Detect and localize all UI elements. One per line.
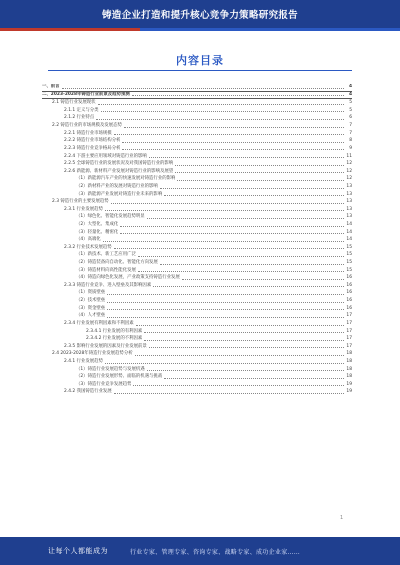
toc-entry-page: 13 bbox=[346, 191, 352, 197]
toc-entry-label: 2.2.3 铸造行业竞争格局分析 bbox=[64, 145, 121, 151]
toc-leader-dots bbox=[160, 264, 344, 265]
toc-entry-label: 2.2 铸造行业的市场规模及发展态势 bbox=[52, 123, 122, 129]
toc-entry[interactable] bbox=[42, 320, 352, 328]
toc-entry-page: 18 bbox=[346, 366, 352, 372]
toc-entry-page: 17 bbox=[346, 328, 352, 334]
toc-entry-page: 17 bbox=[346, 320, 352, 326]
toc-leader-dots bbox=[96, 119, 344, 120]
toc-entry-page: 12 bbox=[346, 161, 352, 167]
toc-leader-dots bbox=[144, 332, 344, 333]
toc-entry[interactable] bbox=[42, 251, 352, 259]
toc-entry[interactable] bbox=[42, 305, 352, 313]
toc-leader-dots bbox=[136, 325, 344, 326]
toc-leader-dots bbox=[105, 363, 344, 364]
toc-entry-label: （3）轻量化、精密化 bbox=[76, 229, 119, 235]
toc-entry[interactable] bbox=[42, 130, 352, 138]
toc-entry-page: 14 bbox=[346, 237, 352, 243]
toc-entry[interactable] bbox=[42, 343, 352, 351]
toc-leader-dots bbox=[124, 127, 344, 128]
toc-entry-label: 2.4 2023-2028年铸造行业发展趋势分析 bbox=[52, 351, 133, 357]
toc-leader-dots bbox=[164, 378, 344, 379]
toc-entry-page: 7 bbox=[349, 123, 352, 129]
toc-leader-dots bbox=[122, 149, 344, 150]
toc-entry[interactable] bbox=[42, 244, 352, 252]
toc-entry[interactable] bbox=[42, 259, 352, 267]
toc-leader-dots bbox=[107, 309, 344, 310]
toc-leader-dots bbox=[164, 195, 344, 196]
toc-entry[interactable] bbox=[42, 160, 352, 168]
toc-entry-label: （1）资质壁垒 bbox=[76, 290, 106, 296]
toc-entry-label: （1）铸造行业发展趋势与发展机遇 bbox=[76, 366, 145, 372]
toc-entry-label: 2.1.2 行业特点 bbox=[64, 115, 95, 121]
toc-entry[interactable] bbox=[42, 297, 352, 305]
toc-entry[interactable] bbox=[42, 350, 352, 358]
toc-leader-dots bbox=[144, 340, 344, 341]
toc-entry-page: 18 bbox=[346, 351, 352, 357]
toc-leader-dots bbox=[133, 385, 344, 386]
toc-entry-label: （2）大型化、集成化 bbox=[76, 221, 119, 227]
toc-entry[interactable] bbox=[42, 274, 352, 282]
toc-entry-label: 2.4.2 我国铸造行业发展 bbox=[64, 389, 112, 395]
toc-entry[interactable] bbox=[42, 122, 352, 130]
toc-entry-label: （4）铸造向绿色化发展，产业政策支持铸造行业发展 bbox=[76, 275, 180, 281]
toc-entry[interactable] bbox=[42, 183, 352, 191]
toc-entry-label: 2.2.2 铸造行业市场结构分析 bbox=[64, 138, 121, 144]
toc-entry-label: （3）资金壁垒 bbox=[76, 305, 106, 311]
toc-entry-label: （1）新能源汽车产业的快速发展对铸造行业的影响 bbox=[76, 176, 176, 182]
toc-entry-label: 2.3.2 行业技术发展趋势 bbox=[64, 244, 112, 250]
toc-entry[interactable] bbox=[42, 388, 352, 396]
report-footer bbox=[0, 537, 400, 565]
toc-entry[interactable] bbox=[42, 92, 352, 100]
toc-entry-label: （3）新能源产业发展对铸造行业未来的影响 bbox=[76, 191, 163, 197]
toc-leader-dots bbox=[182, 279, 344, 280]
toc-entry[interactable] bbox=[42, 213, 352, 221]
toc-entry[interactable] bbox=[42, 84, 352, 92]
toc-entry-page: 11 bbox=[346, 153, 352, 159]
toc-entry-page: 15 bbox=[346, 244, 352, 250]
report-header bbox=[0, 0, 400, 28]
toc-leader-dots bbox=[122, 142, 344, 143]
toc-leader-dots bbox=[103, 241, 344, 242]
toc-entry-page: 18 bbox=[346, 358, 352, 364]
toc-entry-page: 7 bbox=[349, 130, 352, 136]
toc-entry-label: （4）高端化 bbox=[76, 237, 101, 243]
toc-leader-dots bbox=[177, 180, 344, 181]
toc-leader-dots bbox=[111, 203, 344, 204]
toc-leader-dots bbox=[107, 302, 344, 303]
toc-entry[interactable] bbox=[42, 168, 352, 176]
toc-entry-label: （1）新技术、新工艺应用广泛 bbox=[76, 252, 136, 258]
toc-leader-dots bbox=[120, 233, 344, 234]
toc-entry-page: 15 bbox=[346, 260, 352, 266]
toc-entry[interactable] bbox=[42, 267, 352, 275]
toc-entry[interactable] bbox=[42, 175, 352, 183]
toc-leader-dots bbox=[138, 256, 344, 257]
toc-leader-dots bbox=[114, 393, 344, 394]
toc-entry-page: 15 bbox=[346, 267, 352, 273]
header-accent-bar bbox=[0, 28, 400, 31]
toc-entry[interactable] bbox=[42, 99, 352, 107]
toc-entry-label: 二、2023-2028年铸造行业前景及趋势预测 bbox=[42, 91, 130, 97]
toc-entry[interactable] bbox=[42, 335, 352, 343]
toc-entry-page: 12 bbox=[346, 176, 352, 182]
toc-leader-dots bbox=[147, 218, 344, 219]
toc-entry[interactable] bbox=[42, 191, 352, 199]
toc-entry-label: （3）铸造材料向高性能化发展 bbox=[76, 267, 136, 273]
toc-entry-page: 15 bbox=[346, 252, 352, 258]
toc-entry-label: 2.3.5 影响行业发展的因素及行业发展前景 bbox=[64, 343, 147, 349]
toc-leader-dots bbox=[149, 157, 344, 158]
toc-entry-label: （2）铸造装备向自动化、智能化方向发展 bbox=[76, 260, 158, 266]
toc-leader-dots bbox=[105, 210, 344, 211]
footer-slogan: 让每个人都能成为 bbox=[48, 547, 108, 555]
toc-entry[interactable] bbox=[42, 289, 352, 297]
toc-entry[interactable] bbox=[42, 137, 352, 145]
toc-entry-label: 2.2.6 新能源、新材料产业发展对铸造行业的影响及展望 bbox=[64, 168, 174, 174]
toc-leader-dots bbox=[114, 134, 344, 135]
toc-entry-label: （2）新材料产业的发展对铸造行业的影响 bbox=[76, 183, 158, 189]
toc-entry-label: 2.3 铸造行业的主要发展趋势 bbox=[52, 199, 109, 205]
toc-entry-page: 13 bbox=[346, 199, 352, 205]
toc-entry-page: 17 bbox=[346, 343, 352, 349]
toc-entry-label: 2.2.5 全球铸造行业的发展状况及对我国铸造行业的影响 bbox=[64, 161, 174, 167]
toc-entry-label: 2.3.1 行业发展趋势 bbox=[64, 206, 103, 212]
toc-entry[interactable] bbox=[42, 282, 352, 290]
toc-entry-page: 8 bbox=[349, 138, 352, 144]
toc-entry-page: 16 bbox=[346, 290, 352, 296]
toc-leader-dots bbox=[175, 165, 344, 166]
toc-entry-page: 16 bbox=[346, 275, 352, 281]
toc-leader-dots bbox=[98, 104, 344, 105]
toc-entry[interactable] bbox=[42, 358, 352, 366]
toc-leader-dots bbox=[149, 347, 344, 348]
toc-entry-label: 2.3.4.1 行业发展的有利因素 bbox=[86, 328, 143, 334]
toc-entry[interactable] bbox=[42, 107, 352, 115]
toc-entry-page: 4 bbox=[348, 84, 352, 90]
toc-entry-label: 2.3.3 铸造行业竞争、进入壁垒及其影响因素 bbox=[64, 282, 152, 288]
toc-entry-page: 6 bbox=[349, 115, 352, 121]
toc-entry-page: 14 bbox=[346, 229, 352, 235]
table-of-contents bbox=[42, 84, 352, 396]
toc-entry[interactable] bbox=[42, 236, 352, 244]
toc-entry-page: 16 bbox=[346, 298, 352, 304]
toc-entry[interactable] bbox=[42, 381, 352, 389]
toc-title: 内容目录 bbox=[176, 54, 224, 67]
toc-entry-label: （2）技术壁垒 bbox=[76, 298, 106, 304]
toc-entry[interactable] bbox=[42, 328, 352, 336]
toc-entry-page: 17 bbox=[346, 313, 352, 319]
toc-entry[interactable] bbox=[42, 145, 352, 153]
toc-entry-page: 17 bbox=[346, 336, 352, 342]
toc-entry-label: 一、前言 bbox=[42, 84, 60, 90]
toc-leader-dots bbox=[132, 95, 344, 96]
toc-leader-dots bbox=[175, 172, 344, 173]
toc-entry-page: 5 bbox=[349, 100, 352, 106]
toc-leader-dots bbox=[135, 355, 344, 356]
toc-leader-dots bbox=[147, 370, 344, 371]
footer-tagline: 行业专家、管理专家、咨询专家、战略专家、成功企业家…… bbox=[130, 548, 301, 556]
toc-leader-dots bbox=[107, 294, 344, 295]
page-number: 1 bbox=[340, 515, 344, 521]
toc-entry-label: （3）铸造行业竞争发展趋势 bbox=[76, 381, 132, 387]
toc-entry-page: 18 bbox=[346, 374, 352, 380]
toc-leader-dots bbox=[160, 188, 344, 189]
toc-entry-page: 16 bbox=[346, 282, 352, 288]
toc-entry-page: 13 bbox=[346, 183, 352, 189]
toc-entry[interactable] bbox=[42, 206, 352, 214]
toc-entry-page: 16 bbox=[346, 305, 352, 311]
toc-entry[interactable] bbox=[42, 366, 352, 374]
toc-entry-label: 2.2.1 铸造行业市场规模 bbox=[64, 130, 112, 136]
toc-entry[interactable] bbox=[42, 373, 352, 381]
toc-entry-label: 2.1.1 定义与分类 bbox=[64, 107, 99, 113]
toc-entry-label: （1）绿色化、智能化发展趋势明显 bbox=[76, 214, 145, 220]
toc-leader-dots bbox=[101, 111, 344, 112]
toc-entry-label: 2.1 铸造行业发展现状 bbox=[52, 100, 96, 106]
toc-leader-dots bbox=[138, 271, 344, 272]
toc-entry[interactable] bbox=[42, 229, 352, 237]
toc-entry-page: 5 bbox=[349, 107, 352, 113]
report-title: 铸造企业打造和提升核心竞争力策略研究报告 bbox=[101, 10, 298, 21]
toc-title-divider bbox=[48, 70, 352, 71]
toc-entry-page: 13 bbox=[346, 206, 352, 212]
toc-entry-label: 2.3.4.2 行业发展的不利因素 bbox=[86, 336, 143, 342]
toc-entry-label: （2）铸造行业发展形势、面临的机遇与挑战 bbox=[76, 374, 163, 380]
toc-entry-label: 2.2.4 下游主要应用领域对铸造行业的影响 bbox=[64, 153, 147, 159]
toc-leader-dots bbox=[153, 286, 344, 287]
toc-entry-page: 19 bbox=[346, 389, 352, 395]
toc-entry[interactable] bbox=[42, 198, 352, 206]
toc-entry-label: 2.3.4 行业发展有利因素和不利因素 bbox=[64, 320, 134, 326]
toc-leader-dots bbox=[62, 88, 344, 89]
toc-entry-label: （4）人才壁垒 bbox=[76, 313, 106, 319]
toc-entry-page: 9 bbox=[349, 145, 352, 151]
toc-entry[interactable] bbox=[42, 312, 352, 320]
toc-entry-page: 14 bbox=[346, 221, 352, 227]
toc-leader-dots bbox=[107, 317, 344, 318]
toc-entry-page: 12 bbox=[346, 168, 352, 174]
toc-entry-page: 13 bbox=[346, 214, 352, 220]
toc-entry-label: 2.4.1 行业发展趋势 bbox=[64, 358, 103, 364]
toc-leader-dots bbox=[120, 226, 344, 227]
toc-entry[interactable] bbox=[42, 152, 352, 160]
toc-entry-page: 4 bbox=[348, 91, 352, 97]
toc-entry[interactable] bbox=[42, 221, 352, 229]
toc-entry-page: 19 bbox=[346, 381, 352, 387]
toc-leader-dots bbox=[114, 248, 344, 249]
toc-entry[interactable] bbox=[42, 114, 352, 122]
